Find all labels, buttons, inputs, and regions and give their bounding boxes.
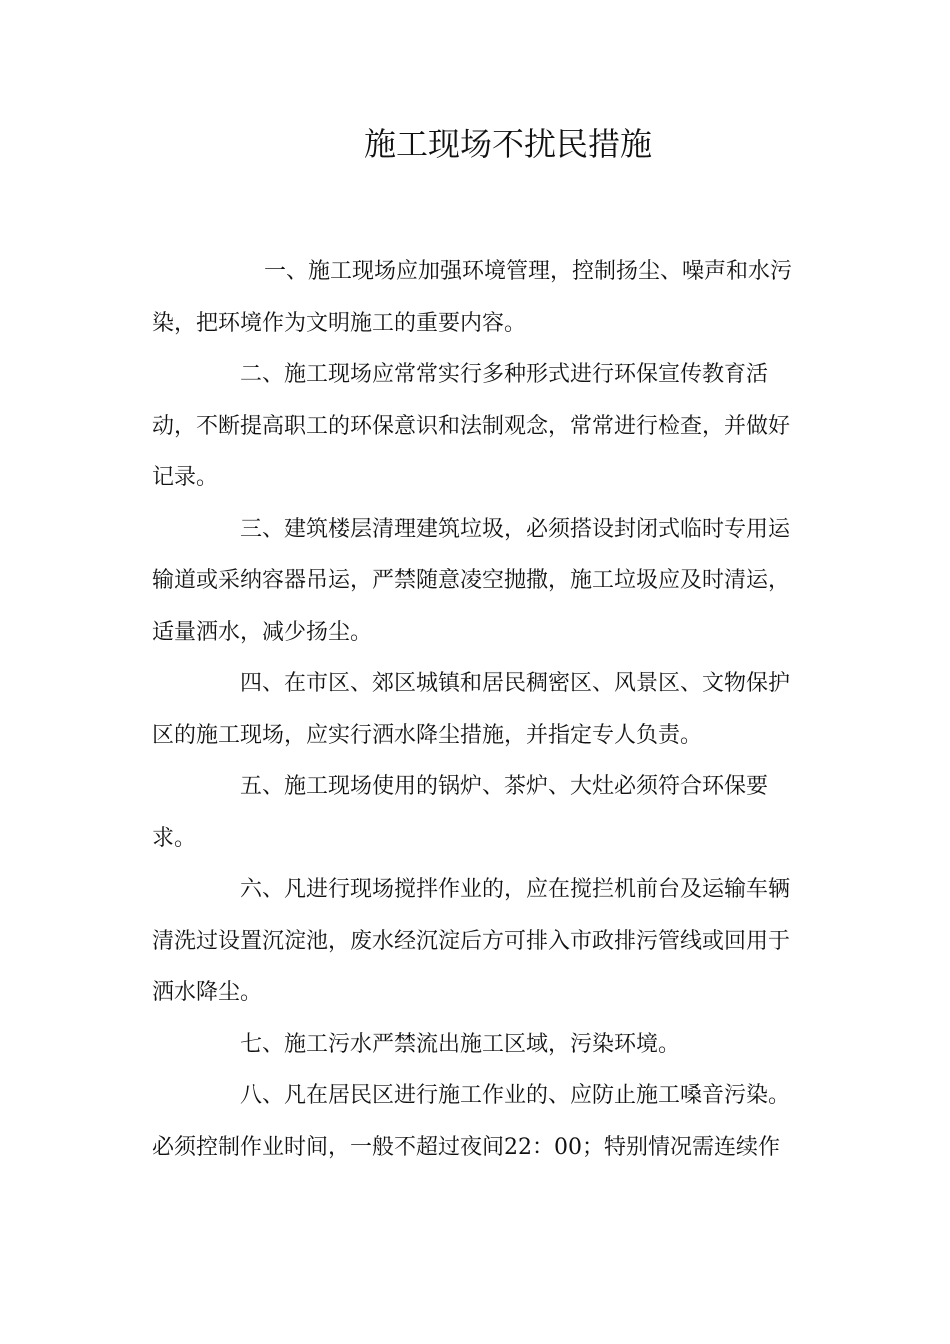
paragraph-4: 四、在市区、郊区城镇和居民稠密区、风景区、文物保护区的施工现场，应实行洒水降尘措施，并指定专人负责。 <box>152 671 791 748</box>
paragraph-3: 三、建筑楼层清理建筑垃圾，必须搭设封闭式临时专用运输道或采纳容器吊运，严禁随意凌空抛撒，施工垃圾应及时清运，适量洒水，减少扬尘。 <box>152 516 791 645</box>
paragraph-2: 二、施工现场应常常实行多种形式进行环保宣传教育活动，不断提高职工的环保意识和法制观念，常常进行检查，并做好记录。 <box>152 362 791 490</box>
paragraph-5: 五、施工现场使用的锅炉、茶炉、大灶必须符合环保要求。 <box>152 774 769 851</box>
paragraph-7: 七、施工污水严禁流出施工区域，污染环境。 <box>240 1031 681 1057</box>
document-body <box>152 246 802 1173</box>
paragraph-1: 一、施工现场应加强环境管理，控制扬尘、噪声和水污染，把环境作为文明施工的重要内容。 <box>152 259 793 336</box>
paragraph-8: 八、凡在居民区进行施工作业的、应防止施工嗓音污染。必须控制作业时间，一般不超过夜间22：00；特别情况需连续作 <box>152 1083 791 1160</box>
paragraph-6: 六、凡进行现场搅拌作业的，应在搅拦机前台及运输车辆清洗过设置沉淀池，废水经沉淀后方可排入市政排污管线或回用于洒水降尘。 <box>152 877 791 1005</box>
document-title: 施工现场不扰民措施 <box>363 125 652 163</box>
